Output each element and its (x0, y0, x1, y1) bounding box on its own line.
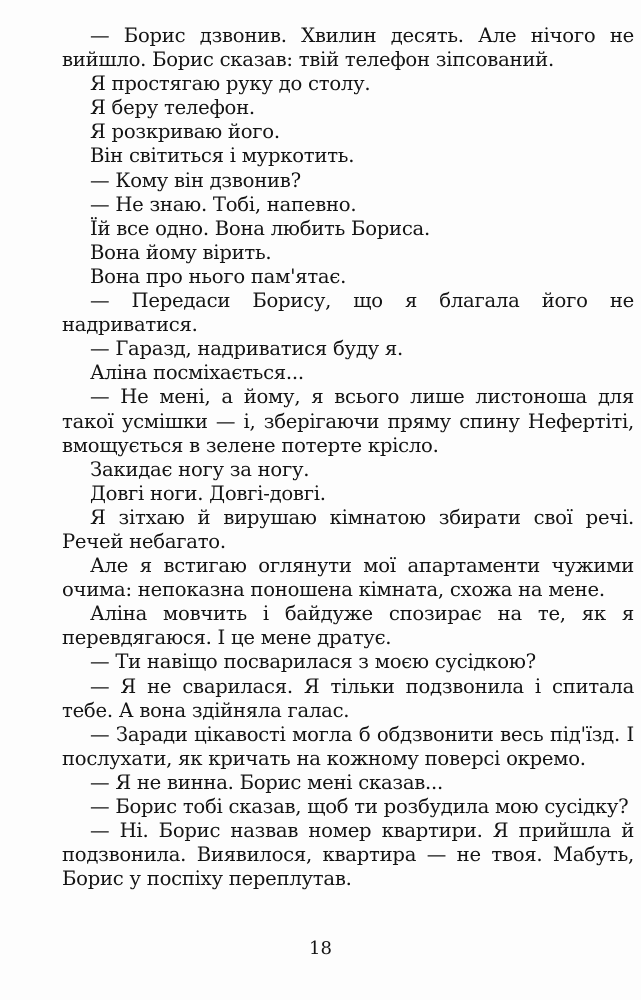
paragraph: — Ні. Борис назвав номер квартири. Я прийшла й подзвонила. Виявилося, квартира — не твоя. Мабуть, Борис у поспіху переплутав. (62, 819, 634, 891)
paragraph: — Не знаю. Тобі, напевно. (90, 192, 357, 216)
paragraph: Я зітхаю й вирушаю кімнатою збирати свої речі. Речей небагато. (62, 505, 634, 553)
paragraph: Аліна мовчить і байдуже спозирає на те, як я перевдягаюся. І це мене дратує. (62, 602, 634, 650)
paragraph: — Передаси Борису, що я благала його не надриватися. (62, 289, 634, 337)
paragraph: Вона йому вірить. (90, 240, 272, 264)
paragraph: — Ти навіщо посварилася з моєю сусідкою? (90, 650, 536, 674)
paragraph: — Борис тобі сказав, щоб ти розбудила мою сусідку? (90, 795, 629, 818)
page-number: 18 (309, 938, 332, 959)
paragraph: — Я не винна. Борис мені сказав... (90, 770, 443, 794)
paragraph: Аліна посміхається... (90, 361, 304, 385)
paragraph: Я розкриваю його. (90, 120, 280, 144)
paragraph: Але я встигаю оглянути мої апартаменти чужими очима: непоказна поношена кімната, схожа на мене. (62, 554, 634, 602)
page-text (62, 24, 634, 891)
paragraph: Він світиться і муркотить. (90, 144, 355, 168)
paragraph: Їй все одно. Вона любить Бориса. (90, 216, 430, 240)
paragraph: — Гаразд, надриватися буду я. (90, 337, 403, 361)
paragraph: Вона про нього пам'ятає. (90, 264, 347, 288)
paragraph: — Я не сварилася. Я тільки подзвонила і спитала тебе. А вона здійняла галас. (62, 674, 634, 722)
paragraph: Я простягаю руку до столу. (90, 72, 371, 96)
paragraph: — Заради цікавості могла б обдзвонити весь під'їзд. І послухати, як кричать на кожному поверсі окремо. (62, 722, 634, 770)
paragraph: — Не мені, а йому, я всього лише листоноша для такої усмішки — і, зберігаючи пряму спину Нефертіті, вмощується в зелене потерте крісло. (62, 385, 634, 457)
paragraph: Довгі ноги. Довгі-довгі. (90, 481, 326, 505)
paragraph: — Кому він дзвонив? (90, 168, 301, 192)
paragraph: Я беру телефон. (90, 96, 255, 120)
paragraph: Закидає ногу за ногу. (90, 457, 310, 481)
paragraph: — Борис дзвонив. Хвилин десять. Але нічого не вийшло. Борис сказав: твій телефон зіпсований. (62, 24, 634, 72)
